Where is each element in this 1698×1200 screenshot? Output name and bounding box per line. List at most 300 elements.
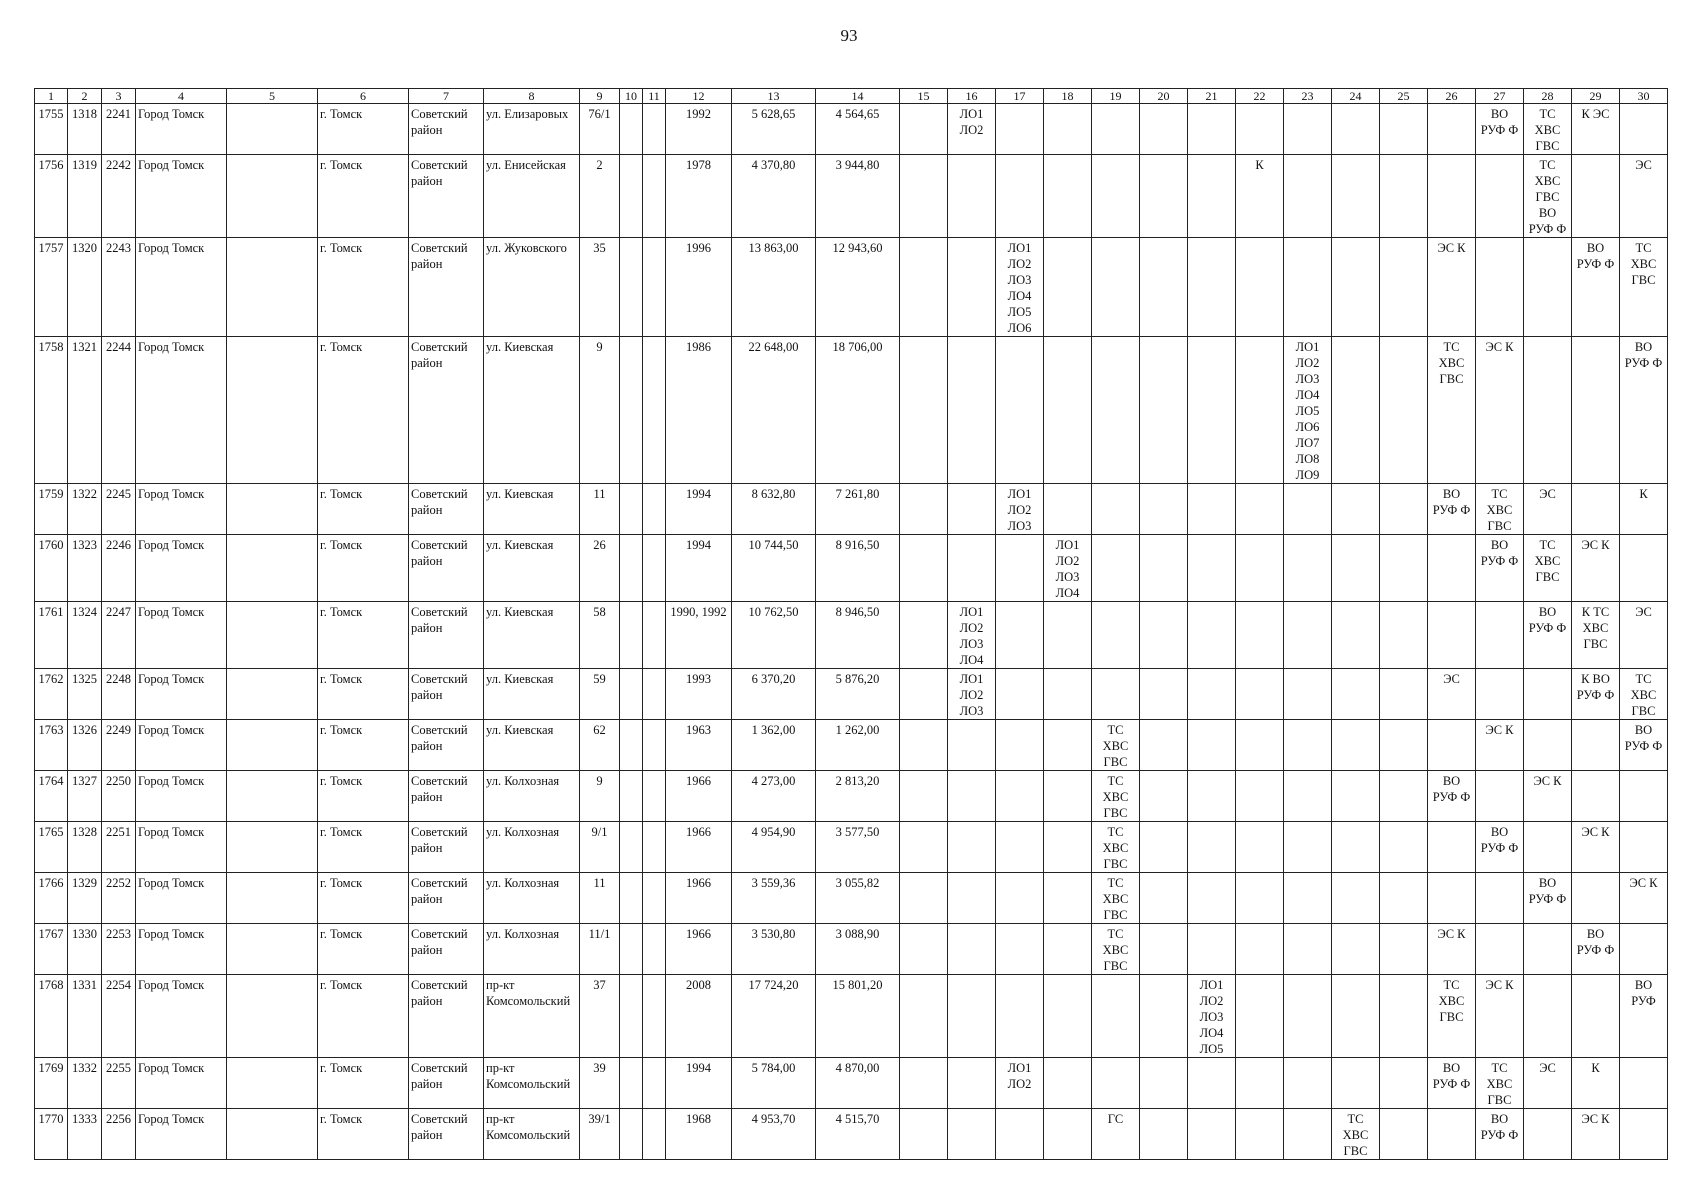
table-cell bbox=[1236, 535, 1284, 602]
table-cell: ул. Колхозная bbox=[484, 771, 580, 822]
table-cell: пр-кт Комсомольский bbox=[484, 1058, 580, 1109]
table-cell bbox=[1140, 535, 1188, 602]
table-cell bbox=[1476, 238, 1524, 337]
column-header: 7 bbox=[409, 89, 484, 104]
table-cell: 22 648,00 bbox=[732, 337, 816, 484]
table-cell bbox=[948, 822, 996, 873]
table-cell bbox=[1284, 104, 1332, 155]
table-cell: Советский район bbox=[409, 975, 484, 1058]
table-cell: 10 762,50 bbox=[732, 602, 816, 669]
table-cell bbox=[1572, 975, 1620, 1058]
table-cell bbox=[1284, 720, 1332, 771]
table-cell: Город Томск bbox=[136, 337, 227, 484]
table-cell: ТС ХВС ГВС bbox=[1092, 924, 1140, 975]
table-cell bbox=[620, 873, 643, 924]
table-row bbox=[35, 484, 1668, 535]
table-cell bbox=[1044, 771, 1092, 822]
table-cell bbox=[1092, 155, 1140, 238]
table-cell bbox=[996, 873, 1044, 924]
table-cell bbox=[1524, 1109, 1572, 1160]
table-cell: 1325 bbox=[68, 669, 102, 720]
table-cell: ЭС К bbox=[1476, 975, 1524, 1058]
table-cell: 1329 bbox=[68, 873, 102, 924]
table-cell: пр-кт Комсомольский bbox=[484, 1109, 580, 1160]
table-cell bbox=[1188, 771, 1236, 822]
table-cell bbox=[1620, 822, 1668, 873]
table-cell: 17 724,20 bbox=[732, 975, 816, 1058]
table-cell: ТС ХВС ГВС bbox=[1092, 873, 1140, 924]
table-cell: 7 261,80 bbox=[816, 484, 900, 535]
table-cell bbox=[643, 602, 666, 669]
table-cell: 1966 bbox=[666, 873, 732, 924]
table-row bbox=[35, 238, 1668, 337]
column-header: 10 bbox=[620, 89, 643, 104]
table-cell bbox=[1572, 484, 1620, 535]
table-cell: ЭС bbox=[1524, 1058, 1572, 1109]
table-cell: ВО РУФ Ф bbox=[1476, 822, 1524, 873]
table-cell: ТС ХВС ГВС bbox=[1092, 822, 1140, 873]
table-cell bbox=[620, 1109, 643, 1160]
table-cell bbox=[227, 924, 318, 975]
table-cell: Город Томск bbox=[136, 822, 227, 873]
table-cell bbox=[1044, 720, 1092, 771]
table-cell: К bbox=[1620, 484, 1668, 535]
table-cell bbox=[1476, 669, 1524, 720]
table-cell bbox=[227, 669, 318, 720]
table-cell: ТС ХВС ГВС bbox=[1620, 669, 1668, 720]
table-cell: 1321 bbox=[68, 337, 102, 484]
table-cell bbox=[1428, 602, 1476, 669]
table-cell bbox=[1476, 155, 1524, 238]
table-row bbox=[35, 535, 1668, 602]
table-cell: г. Томск bbox=[318, 155, 409, 238]
table-cell bbox=[1332, 337, 1380, 484]
table-cell bbox=[1092, 535, 1140, 602]
table-cell: 18 706,00 bbox=[816, 337, 900, 484]
table-cell: 2242 bbox=[102, 155, 136, 238]
table-cell bbox=[1044, 337, 1092, 484]
table-cell bbox=[1188, 720, 1236, 771]
table-cell: 6 370,20 bbox=[732, 669, 816, 720]
table-cell: Советский район bbox=[409, 873, 484, 924]
table-cell: 2256 bbox=[102, 1109, 136, 1160]
table-cell: 1332 bbox=[68, 1058, 102, 1109]
table-cell bbox=[620, 535, 643, 602]
table-cell: К ТС ХВС ГВС bbox=[1572, 602, 1620, 669]
table-cell: г. Томск bbox=[318, 602, 409, 669]
table-cell: 39 bbox=[580, 1058, 620, 1109]
table-cell: 4 370,80 bbox=[732, 155, 816, 238]
table-cell bbox=[1236, 1058, 1284, 1109]
table-cell: 3 559,36 bbox=[732, 873, 816, 924]
table-cell bbox=[1044, 484, 1092, 535]
table-cell: 2241 bbox=[102, 104, 136, 155]
table-cell bbox=[643, 669, 666, 720]
table-cell: ВО РУФ Ф bbox=[1428, 1058, 1476, 1109]
table-cell: 1968 bbox=[666, 1109, 732, 1160]
table-cell: 2 bbox=[580, 155, 620, 238]
table-cell bbox=[1620, 535, 1668, 602]
table-cell: ЭС К bbox=[1524, 771, 1572, 822]
table-cell bbox=[643, 975, 666, 1058]
column-header: 9 bbox=[580, 89, 620, 104]
table-cell bbox=[1428, 155, 1476, 238]
table-cell: 1319 bbox=[68, 155, 102, 238]
table-cell bbox=[1284, 771, 1332, 822]
table-cell bbox=[1380, 873, 1428, 924]
page-number: 93 bbox=[840, 26, 858, 45]
table-row bbox=[35, 924, 1668, 975]
table-cell: 1769 bbox=[35, 1058, 68, 1109]
table-cell bbox=[1044, 1109, 1092, 1160]
table-cell bbox=[900, 975, 948, 1058]
column-header: 6 bbox=[318, 89, 409, 104]
column-header: 16 bbox=[948, 89, 996, 104]
table-cell bbox=[1284, 602, 1332, 669]
table-cell bbox=[227, 1109, 318, 1160]
column-header: 19 bbox=[1092, 89, 1140, 104]
table-cell: К bbox=[1236, 155, 1284, 238]
table-cell: г. Томск bbox=[318, 535, 409, 602]
table-cell bbox=[1044, 924, 1092, 975]
table-cell: 3 577,50 bbox=[816, 822, 900, 873]
table-cell: 5 876,20 bbox=[816, 669, 900, 720]
table-cell bbox=[1044, 1058, 1092, 1109]
table-cell: ул. Енисейская bbox=[484, 155, 580, 238]
table-cell bbox=[643, 337, 666, 484]
table-cell: ВО РУФ Ф bbox=[1572, 238, 1620, 337]
table-cell bbox=[620, 720, 643, 771]
table-cell: 11/1 bbox=[580, 924, 620, 975]
table-cell bbox=[1044, 669, 1092, 720]
table-cell bbox=[1044, 238, 1092, 337]
table-cell: ТС ХВС ГВС bbox=[1620, 238, 1668, 337]
table-cell: Город Томск bbox=[136, 1109, 227, 1160]
table-cell: Город Томск bbox=[136, 669, 227, 720]
table-cell: 2245 bbox=[102, 484, 136, 535]
table-cell bbox=[900, 924, 948, 975]
table-cell: ВО РУФ Ф bbox=[1524, 602, 1572, 669]
table-cell: г. Томск bbox=[318, 771, 409, 822]
table-cell bbox=[900, 771, 948, 822]
table-cell bbox=[1380, 484, 1428, 535]
table-cell bbox=[1476, 873, 1524, 924]
register-table bbox=[34, 88, 1668, 1160]
table-cell: 8 632,80 bbox=[732, 484, 816, 535]
table-cell bbox=[996, 1109, 1044, 1160]
table-cell bbox=[1188, 155, 1236, 238]
table-cell bbox=[1236, 822, 1284, 873]
table-cell: г. Томск bbox=[318, 238, 409, 337]
table-cell bbox=[948, 873, 996, 924]
table-cell bbox=[620, 771, 643, 822]
table-cell: г. Томск bbox=[318, 484, 409, 535]
table-cell: 4 953,70 bbox=[732, 1109, 816, 1160]
column-header: 21 bbox=[1188, 89, 1236, 104]
table-cell bbox=[227, 535, 318, 602]
table-cell: ТС ХВС ГВС ВО РУФ Ф bbox=[1524, 155, 1572, 238]
table-cell: 1328 bbox=[68, 822, 102, 873]
table-cell: ЛО1 ЛО2 ЛО3 bbox=[948, 669, 996, 720]
table-cell bbox=[643, 535, 666, 602]
table-cell: ВО РУФ Ф bbox=[1476, 104, 1524, 155]
table-cell: Советский район bbox=[409, 337, 484, 484]
table-cell: 1327 bbox=[68, 771, 102, 822]
table-cell bbox=[620, 975, 643, 1058]
table-cell bbox=[1332, 822, 1380, 873]
table-cell bbox=[1236, 484, 1284, 535]
table-cell: 26 bbox=[580, 535, 620, 602]
table-cell: Советский район bbox=[409, 602, 484, 669]
table-cell bbox=[620, 602, 643, 669]
table-cell: Советский район bbox=[409, 1109, 484, 1160]
table-cell bbox=[227, 975, 318, 1058]
table-cell bbox=[620, 155, 643, 238]
table-cell: 9 bbox=[580, 337, 620, 484]
table-cell: 11 bbox=[580, 873, 620, 924]
table-row bbox=[35, 720, 1668, 771]
table-cell bbox=[1572, 720, 1620, 771]
table-cell bbox=[620, 337, 643, 484]
table-cell: ТС ХВС ГВС bbox=[1524, 104, 1572, 155]
table-cell bbox=[643, 484, 666, 535]
table-cell bbox=[1284, 873, 1332, 924]
table-cell bbox=[1284, 535, 1332, 602]
column-header: 28 bbox=[1524, 89, 1572, 104]
table-cell bbox=[1524, 669, 1572, 720]
table-cell bbox=[1332, 535, 1380, 602]
table-cell bbox=[1044, 822, 1092, 873]
table-cell bbox=[1572, 771, 1620, 822]
table-cell: ТС ХВС ГВС bbox=[1332, 1109, 1380, 1160]
table-cell: ТС ХВС ГВС bbox=[1428, 975, 1476, 1058]
table-cell bbox=[1380, 104, 1428, 155]
table-cell bbox=[1140, 484, 1188, 535]
table-row bbox=[35, 975, 1668, 1058]
table-cell bbox=[1044, 975, 1092, 1058]
column-header: 26 bbox=[1428, 89, 1476, 104]
table-cell bbox=[996, 771, 1044, 822]
table-cell bbox=[996, 337, 1044, 484]
table-cell: 2243 bbox=[102, 238, 136, 337]
table-cell: ЛО1 ЛО2 ЛО3 ЛО4 bbox=[948, 602, 996, 669]
table-cell: ВО РУФ Ф bbox=[1572, 924, 1620, 975]
table-cell: ул. Жуковского bbox=[484, 238, 580, 337]
table-row bbox=[35, 104, 1668, 155]
table-cell bbox=[1188, 484, 1236, 535]
table-cell bbox=[227, 155, 318, 238]
table-cell bbox=[1140, 104, 1188, 155]
table-cell: г. Томск bbox=[318, 975, 409, 1058]
table-cell bbox=[1524, 337, 1572, 484]
table-cell: 3 088,90 bbox=[816, 924, 900, 975]
table-cell bbox=[1092, 975, 1140, 1058]
table-cell bbox=[1380, 669, 1428, 720]
column-header: 22 bbox=[1236, 89, 1284, 104]
table-cell bbox=[1476, 771, 1524, 822]
table-cell bbox=[1284, 1058, 1332, 1109]
column-header: 17 bbox=[996, 89, 1044, 104]
table-cell: Советский район bbox=[409, 1058, 484, 1109]
table-cell: ГС bbox=[1092, 1109, 1140, 1160]
table-cell: 76/1 bbox=[580, 104, 620, 155]
table-cell bbox=[1284, 822, 1332, 873]
column-header: 23 bbox=[1284, 89, 1332, 104]
table-cell bbox=[1140, 924, 1188, 975]
table-cell: 1322 bbox=[68, 484, 102, 535]
table-cell: ул. Киевская bbox=[484, 337, 580, 484]
table-cell: 11 bbox=[580, 484, 620, 535]
table-cell bbox=[227, 1058, 318, 1109]
table-cell bbox=[1188, 1109, 1236, 1160]
table-cell bbox=[1524, 238, 1572, 337]
table-cell: Город Томск bbox=[136, 1058, 227, 1109]
table-cell bbox=[643, 720, 666, 771]
table-cell: 2252 bbox=[102, 873, 136, 924]
table-cell: 1762 bbox=[35, 669, 68, 720]
column-header: 20 bbox=[1140, 89, 1188, 104]
column-header: 3 bbox=[102, 89, 136, 104]
table-cell bbox=[643, 822, 666, 873]
table-cell: ТС ХВС ГВС bbox=[1428, 337, 1476, 484]
table-cell bbox=[948, 1058, 996, 1109]
table-cell bbox=[1572, 337, 1620, 484]
table-cell bbox=[900, 720, 948, 771]
table-cell: 1966 bbox=[666, 822, 732, 873]
table-cell: 4 564,65 bbox=[816, 104, 900, 155]
table-cell bbox=[900, 535, 948, 602]
table-cell: 1986 bbox=[666, 337, 732, 484]
table-cell: 4 515,70 bbox=[816, 1109, 900, 1160]
table-cell: ЭС К bbox=[1572, 535, 1620, 602]
table-cell: ТС ХВС ГВС bbox=[1476, 1058, 1524, 1109]
table-cell bbox=[996, 720, 1044, 771]
table-cell bbox=[227, 720, 318, 771]
table-cell: 39/1 bbox=[580, 1109, 620, 1160]
table-cell bbox=[948, 975, 996, 1058]
table-cell bbox=[1380, 822, 1428, 873]
table-cell bbox=[1140, 669, 1188, 720]
table-cell bbox=[227, 873, 318, 924]
table-cell bbox=[1284, 484, 1332, 535]
table-cell bbox=[643, 1109, 666, 1160]
column-header-row bbox=[35, 89, 1668, 104]
table-cell bbox=[996, 104, 1044, 155]
table-cell: Город Томск bbox=[136, 924, 227, 975]
table-cell bbox=[900, 1109, 948, 1160]
table-cell: 9/1 bbox=[580, 822, 620, 873]
column-header: 13 bbox=[732, 89, 816, 104]
column-header: 27 bbox=[1476, 89, 1524, 104]
table-cell bbox=[996, 924, 1044, 975]
table-cell bbox=[1524, 975, 1572, 1058]
table-cell: 3 530,80 bbox=[732, 924, 816, 975]
table-cell bbox=[1188, 104, 1236, 155]
table-cell: 1993 bbox=[666, 669, 732, 720]
table-cell: Советский район bbox=[409, 771, 484, 822]
table-cell bbox=[996, 535, 1044, 602]
table-cell bbox=[1332, 155, 1380, 238]
table-cell bbox=[1380, 1058, 1428, 1109]
table-cell: ул. Колхозная bbox=[484, 924, 580, 975]
table-cell bbox=[1236, 975, 1284, 1058]
table-cell bbox=[1380, 337, 1428, 484]
table-cell bbox=[1284, 975, 1332, 1058]
table-cell bbox=[1092, 238, 1140, 337]
table-cell bbox=[1380, 771, 1428, 822]
table-cell bbox=[1140, 1109, 1188, 1160]
table-cell: ЭС К bbox=[1572, 1109, 1620, 1160]
table-cell bbox=[1380, 155, 1428, 238]
table-cell: г. Томск bbox=[318, 104, 409, 155]
table-cell bbox=[1188, 873, 1236, 924]
column-header: 24 bbox=[1332, 89, 1380, 104]
table-cell bbox=[900, 337, 948, 484]
table-cell bbox=[620, 484, 643, 535]
table-cell bbox=[1620, 104, 1668, 155]
table-cell: ЭС bbox=[1428, 669, 1476, 720]
table-cell: 1320 bbox=[68, 238, 102, 337]
table-cell bbox=[1428, 822, 1476, 873]
table-cell: 1760 bbox=[35, 535, 68, 602]
table-cell: ул. Колхозная bbox=[484, 873, 580, 924]
table-cell: ВО РУФ Ф bbox=[1476, 1109, 1524, 1160]
table-cell: ЭС К bbox=[1476, 720, 1524, 771]
table-cell: 1333 bbox=[68, 1109, 102, 1160]
table-cell: 1324 bbox=[68, 602, 102, 669]
table-cell: ЭС К bbox=[1572, 822, 1620, 873]
table-cell bbox=[996, 975, 1044, 1058]
table-cell bbox=[996, 155, 1044, 238]
table-cell bbox=[1236, 1109, 1284, 1160]
table-cell bbox=[1188, 669, 1236, 720]
table-cell bbox=[1380, 1109, 1428, 1160]
table-cell: ТС ХВС ГВС bbox=[1476, 484, 1524, 535]
table-cell bbox=[1332, 720, 1380, 771]
table-cell bbox=[1236, 873, 1284, 924]
table-cell: 1996 bbox=[666, 238, 732, 337]
table-cell bbox=[227, 104, 318, 155]
table-cell: 2 813,20 bbox=[816, 771, 900, 822]
table-cell: 1766 bbox=[35, 873, 68, 924]
table-cell bbox=[227, 602, 318, 669]
table-cell: 1966 bbox=[666, 771, 732, 822]
table-cell: ЛО1 ЛО2 ЛО3 ЛО4 ЛО5 ЛО6 ЛО7 ЛО8 ЛО9 bbox=[1284, 337, 1332, 484]
table-row bbox=[35, 1109, 1668, 1160]
table-cell: 1331 bbox=[68, 975, 102, 1058]
table-cell: 4 954,90 bbox=[732, 822, 816, 873]
table-cell: ЛО1 ЛО2 ЛО3 ЛО4 ЛО5 bbox=[1188, 975, 1236, 1058]
table-row bbox=[35, 669, 1668, 720]
table-cell bbox=[1332, 238, 1380, 337]
table-cell bbox=[1284, 238, 1332, 337]
table-cell: 2249 bbox=[102, 720, 136, 771]
table-cell: 10 744,50 bbox=[732, 535, 816, 602]
table-cell bbox=[900, 104, 948, 155]
table-cell bbox=[1428, 535, 1476, 602]
table-cell: 1765 bbox=[35, 822, 68, 873]
table-cell bbox=[1428, 1109, 1476, 1160]
column-header: 18 bbox=[1044, 89, 1092, 104]
table-cell bbox=[1092, 337, 1140, 484]
table-cell bbox=[1236, 771, 1284, 822]
table-cell bbox=[948, 771, 996, 822]
table-cell bbox=[227, 484, 318, 535]
table-cell bbox=[620, 1058, 643, 1109]
table-cell: 1761 bbox=[35, 602, 68, 669]
table-cell: 15 801,20 bbox=[816, 975, 900, 1058]
table-cell: 2250 bbox=[102, 771, 136, 822]
